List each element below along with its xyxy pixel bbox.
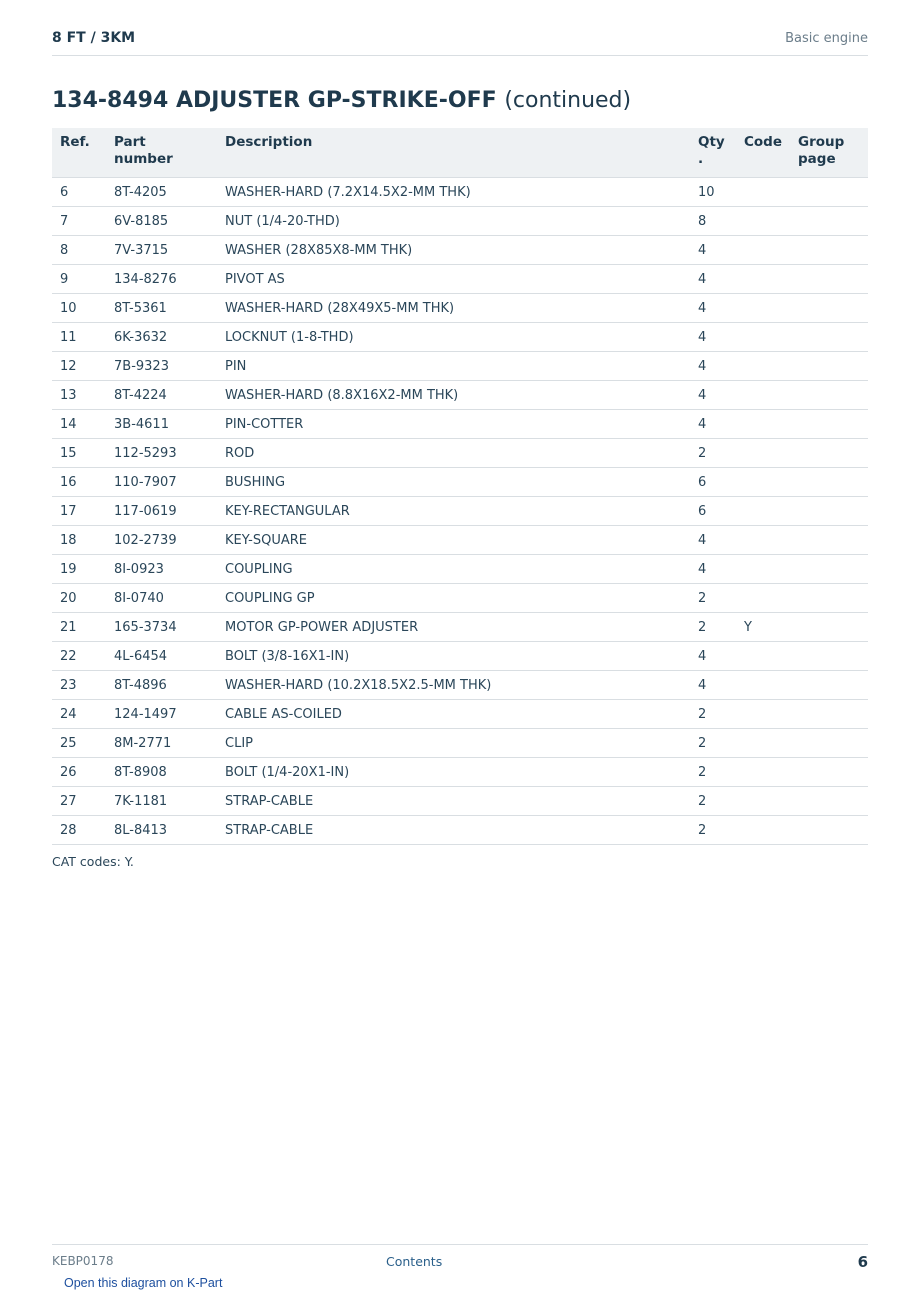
cell-code	[736, 381, 790, 410]
cell-code	[736, 410, 790, 439]
cell-qty: 2	[690, 439, 736, 468]
cell-ref: 15	[52, 439, 106, 468]
cell-qty: 4	[690, 526, 736, 555]
cell-ref: 20	[52, 584, 106, 613]
cell-description: BUSHING	[217, 468, 690, 497]
cell-qty: 2	[690, 787, 736, 816]
cell-group-page	[790, 642, 868, 671]
cell-description: PIN	[217, 352, 690, 381]
cell-qty: 2	[690, 816, 736, 845]
cell-part-number: 165-3734	[106, 613, 217, 642]
cell-code	[736, 816, 790, 845]
table-row	[52, 439, 868, 468]
cell-ref: 14	[52, 410, 106, 439]
cell-ref: 7	[52, 207, 106, 236]
cell-code	[736, 265, 790, 294]
contents-link[interactable]: Contents	[386, 1254, 443, 1269]
cell-ref: 28	[52, 816, 106, 845]
table-header-row	[52, 128, 868, 178]
cell-qty: 4	[690, 265, 736, 294]
cell-part-number: 7B-9323	[106, 352, 217, 381]
col-header-part-number: Part number	[106, 128, 217, 178]
cell-qty: 4	[690, 236, 736, 265]
cell-group-page	[790, 555, 868, 584]
cell-qty: 2	[690, 729, 736, 758]
cell-description: BOLT (3/8-16X1-IN)	[217, 642, 690, 671]
cell-code	[736, 787, 790, 816]
cell-ref: 10	[52, 294, 106, 323]
cell-ref: 24	[52, 700, 106, 729]
table-row	[52, 613, 868, 642]
cell-qty: 2	[690, 613, 736, 642]
cell-group-page	[790, 700, 868, 729]
cell-description: WASHER-HARD (7.2X14.5X2-MM THK)	[217, 178, 690, 207]
cell-group-page	[790, 468, 868, 497]
cell-description: COUPLING GP	[217, 584, 690, 613]
cell-group-page	[790, 816, 868, 845]
cell-code	[736, 236, 790, 265]
cell-code	[736, 526, 790, 555]
cell-qty: 10	[690, 178, 736, 207]
cell-code	[736, 294, 790, 323]
cell-ref: 8	[52, 236, 106, 265]
table-row	[52, 497, 868, 526]
table-row	[52, 700, 868, 729]
cell-code	[736, 178, 790, 207]
cell-ref: 18	[52, 526, 106, 555]
table-row	[52, 555, 868, 584]
cell-group-page	[790, 758, 868, 787]
cell-part-number: 6V-8185	[106, 207, 217, 236]
cell-description: STRAP-CABLE	[217, 816, 690, 845]
cell-code	[736, 700, 790, 729]
cell-description: NUT (1/4-20-THD)	[217, 207, 690, 236]
cell-ref: 22	[52, 642, 106, 671]
cell-group-page	[790, 294, 868, 323]
cell-part-number: 8T-4205	[106, 178, 217, 207]
table-row	[52, 526, 868, 555]
table-row	[52, 468, 868, 497]
cell-qty: 4	[690, 671, 736, 700]
cell-description: PIN-COTTER	[217, 410, 690, 439]
parts-table-body	[52, 178, 868, 845]
page-footer	[52, 1244, 868, 1275]
cell-description: WASHER-HARD (8.8X16X2-MM THK)	[217, 381, 690, 410]
table-row	[52, 323, 868, 352]
cell-part-number: 8T-4896	[106, 671, 217, 700]
cell-code	[736, 323, 790, 352]
cell-description: PIVOT AS	[217, 265, 690, 294]
cell-code	[736, 352, 790, 381]
cell-part-number: 8T-8908	[106, 758, 217, 787]
cell-code	[736, 468, 790, 497]
cell-group-page	[790, 613, 868, 642]
cell-description: KEY-RECTANGULAR	[217, 497, 690, 526]
cell-description: WASHER (28X85X8-MM THK)	[217, 236, 690, 265]
cell-qty: 4	[690, 642, 736, 671]
table-row	[52, 787, 868, 816]
cell-code: Y	[736, 613, 790, 642]
title-main: 134-8494 ADJUSTER GP-STRIKE-OFF	[52, 88, 497, 113]
cell-part-number: 117-0619	[106, 497, 217, 526]
cell-part-number: 110-7907	[106, 468, 217, 497]
cell-qty: 2	[690, 700, 736, 729]
table-row	[52, 207, 868, 236]
cell-part-number: 124-1497	[106, 700, 217, 729]
cell-group-page	[790, 787, 868, 816]
cell-group-page	[790, 671, 868, 700]
cell-ref: 19	[52, 555, 106, 584]
cell-ref: 6	[52, 178, 106, 207]
cell-qty: 4	[690, 410, 736, 439]
cell-ref: 26	[52, 758, 106, 787]
table-row	[52, 352, 868, 381]
cell-part-number: 8M-2771	[106, 729, 217, 758]
cell-qty: 2	[690, 584, 736, 613]
cell-description: BOLT (1/4-20X1-IN)	[217, 758, 690, 787]
cell-description: STRAP-CABLE	[217, 787, 690, 816]
cell-group-page	[790, 207, 868, 236]
col-header-qty: Qty .	[690, 128, 736, 178]
cell-code	[736, 207, 790, 236]
cell-qty: 4	[690, 381, 736, 410]
open-kpart-link[interactable]: Open this diagram on K-Part	[64, 1276, 223, 1290]
cell-part-number: 4L-6454	[106, 642, 217, 671]
section-name: Basic engine	[785, 31, 868, 46]
cell-description: MOTOR GP-POWER ADJUSTER	[217, 613, 690, 642]
cell-code	[736, 584, 790, 613]
cell-description: WASHER-HARD (28X49X5-MM THK)	[217, 294, 690, 323]
cell-group-page	[790, 497, 868, 526]
col-header-ref: Ref.	[52, 128, 106, 178]
table-row	[52, 642, 868, 671]
cell-code	[736, 439, 790, 468]
cell-group-page	[790, 526, 868, 555]
cell-part-number: 8I-0740	[106, 584, 217, 613]
cell-part-number: 8L-8413	[106, 816, 217, 845]
cell-part-number: 7V-3715	[106, 236, 217, 265]
cell-ref: 9	[52, 265, 106, 294]
cell-qty: 4	[690, 323, 736, 352]
cell-description: ROD	[217, 439, 690, 468]
cell-qty: 6	[690, 468, 736, 497]
cell-ref: 11	[52, 323, 106, 352]
cat-codes-note: CAT codes: Y.	[52, 854, 134, 869]
page-header	[52, 28, 868, 56]
cell-group-page	[790, 729, 868, 758]
table-row	[52, 410, 868, 439]
table-row	[52, 584, 868, 613]
cell-part-number: 102-2739	[106, 526, 217, 555]
cell-part-number: 6K-3632	[106, 323, 217, 352]
cell-part-number: 112-5293	[106, 439, 217, 468]
cell-part-number: 7K-1181	[106, 787, 217, 816]
cell-group-page	[790, 410, 868, 439]
cell-description: CABLE AS-COILED	[217, 700, 690, 729]
cell-code	[736, 758, 790, 787]
cell-qty: 4	[690, 352, 736, 381]
cell-code	[736, 555, 790, 584]
cell-code	[736, 497, 790, 526]
cell-part-number: 8I-0923	[106, 555, 217, 584]
table-row	[52, 265, 868, 294]
col-header-code: Code	[736, 128, 790, 178]
cell-ref: 21	[52, 613, 106, 642]
table-row	[52, 671, 868, 700]
cell-description: COUPLING	[217, 555, 690, 584]
cell-qty: 8	[690, 207, 736, 236]
cell-ref: 13	[52, 381, 106, 410]
page-title	[52, 88, 631, 113]
cell-ref: 16	[52, 468, 106, 497]
cell-ref: 23	[52, 671, 106, 700]
cell-group-page	[790, 352, 868, 381]
cell-description: CLIP	[217, 729, 690, 758]
cell-qty: 4	[690, 555, 736, 584]
parts-table	[52, 128, 868, 845]
table-row	[52, 178, 868, 207]
document-id: KEBP0178	[52, 1254, 114, 1268]
title-suffix: (continued)	[504, 88, 632, 113]
cell-code	[736, 642, 790, 671]
cell-description: LOCKNUT (1-8-THD)	[217, 323, 690, 352]
cell-part-number: 3B-4611	[106, 410, 217, 439]
cell-part-number: 8T-5361	[106, 294, 217, 323]
cell-group-page	[790, 178, 868, 207]
cell-part-number: 8T-4224	[106, 381, 217, 410]
cell-qty: 6	[690, 497, 736, 526]
cell-description: WASHER-HARD (10.2X18.5X2.5-MM THK)	[217, 671, 690, 700]
cell-qty: 2	[690, 758, 736, 787]
cell-group-page	[790, 584, 868, 613]
machine-model: 8 FT / 3KM	[52, 30, 136, 46]
col-header-group-page: Group page	[790, 128, 868, 178]
cell-description: KEY-SQUARE	[217, 526, 690, 555]
cell-code	[736, 671, 790, 700]
cell-group-page	[790, 265, 868, 294]
table-row	[52, 294, 868, 323]
table-row	[52, 816, 868, 845]
cell-group-page	[790, 381, 868, 410]
cell-ref: 17	[52, 497, 106, 526]
cell-qty: 4	[690, 294, 736, 323]
cell-group-page	[790, 236, 868, 265]
table-row	[52, 729, 868, 758]
cell-ref: 27	[52, 787, 106, 816]
cell-code	[736, 729, 790, 758]
cell-ref: 25	[52, 729, 106, 758]
col-header-description: Description	[217, 128, 690, 178]
table-row	[52, 236, 868, 265]
cell-part-number: 134-8276	[106, 265, 217, 294]
cell-group-page	[790, 439, 868, 468]
cell-ref: 12	[52, 352, 106, 381]
table-row	[52, 381, 868, 410]
page-number: 6	[857, 1253, 868, 1271]
cell-group-page	[790, 323, 868, 352]
table-row	[52, 758, 868, 787]
